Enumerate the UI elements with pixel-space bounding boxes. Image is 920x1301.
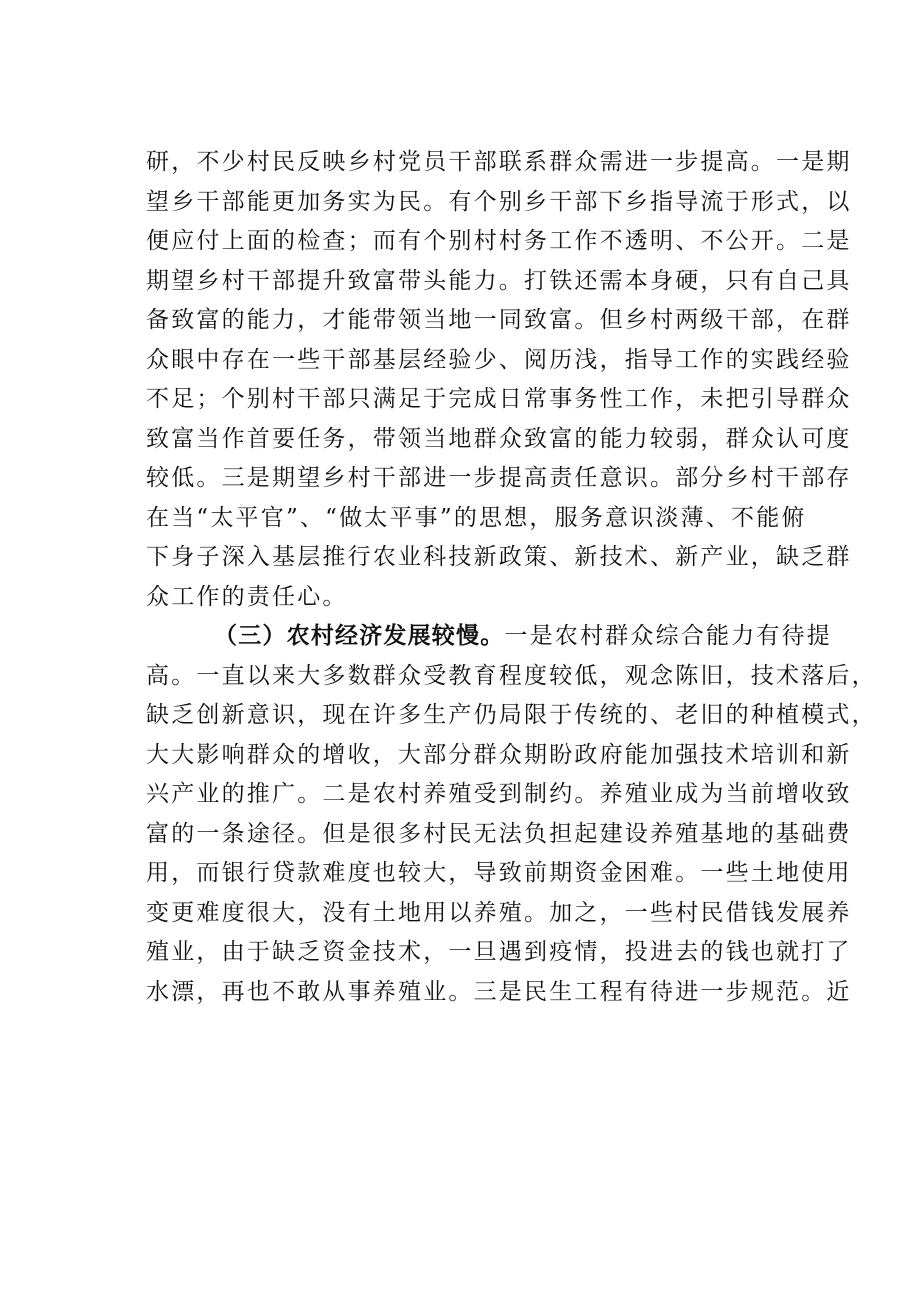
text-line: 高。一直以来大多数群众受教育程度较低，观念陈旧，技术落后， bbox=[146, 662, 877, 689]
text-line: 大大影响群众的增收，大部分群众期盼政府能加强技术培训和新 bbox=[146, 741, 852, 768]
text-line: 期望乡村干部提升致富带头能力。打铁还需本身硬，只有自己具 bbox=[146, 267, 852, 294]
text-line: 兴产业的推广。二是农村养殖受到制约。养殖业成为当前增收致 bbox=[146, 781, 852, 807]
text-line: 下身子深入基层推行农业科技新政策、新技术、新产业，缺乏群 bbox=[146, 544, 852, 570]
text-line: 较低。三是期望乡村干部进一步提高责任意识。部分乡村干部存 bbox=[146, 465, 852, 491]
paragraph-2-first-line-text: 一是农村群众综合能力有待提 bbox=[504, 623, 833, 649]
text-line: 致富当作首要任务，带领当地群众致富的能力较弱，群众认可度 bbox=[146, 425, 852, 452]
text-line: 在当“太平官”、“做太平事”的思想，服务意识淡薄、不能俯 bbox=[146, 504, 807, 531]
section-heading: （三）农村经济发展较慢。 bbox=[214, 623, 505, 649]
text-line: 备致富的能力，才能带领当地一同致富。但乡村两级干部，在群 bbox=[146, 307, 852, 333]
text-line: 研，不少村民反映乡村党员干部联系群众需进一步提高。一是期 bbox=[146, 149, 852, 175]
paragraph-1 bbox=[146, 143, 852, 617]
text-line: 水漂，再也不敢从事养殖业。三是民生工程有待进一步规范。近 bbox=[146, 978, 852, 1005]
text-line: 变更难度很大，没有土地用以养殖。加之，一些村民借钱发展养 bbox=[146, 899, 852, 926]
paragraph-2 bbox=[146, 617, 877, 1012]
paragraph-2-first-line bbox=[146, 617, 833, 657]
text-line: 便应付上面的检查；而有个别村村务工作不透明、不公开。二是 bbox=[146, 228, 852, 254]
text-line: 望乡干部能更加务实为民。有个别乡干部下乡指导流于形式，以 bbox=[146, 188, 852, 215]
text-line: 富的一条途径。但是很多村民无法负担起建设养殖基地的基础费 bbox=[146, 820, 852, 847]
text-line: 众眼中存在一些干部基层经验少、阅历浅，指导工作的实践经验 bbox=[146, 346, 852, 373]
text-line: 用，而银行贷款难度也较大，导致前期资金困难。一些土地使用 bbox=[146, 860, 852, 886]
text-line: 殖业，由于缺乏资金技术，一旦遇到疫情，投进去的钱也就打了 bbox=[146, 939, 852, 965]
text-line: 缺乏创新意识，现在许多生产仍局限于传统的、老旧的种植模式， bbox=[146, 702, 877, 728]
text-line-last: 众工作的责任心。 bbox=[146, 583, 348, 610]
document-body bbox=[146, 143, 877, 1012]
text-line: 不足；个别村干部只满足于完成日常事务性工作，未把引导群众 bbox=[146, 386, 852, 412]
